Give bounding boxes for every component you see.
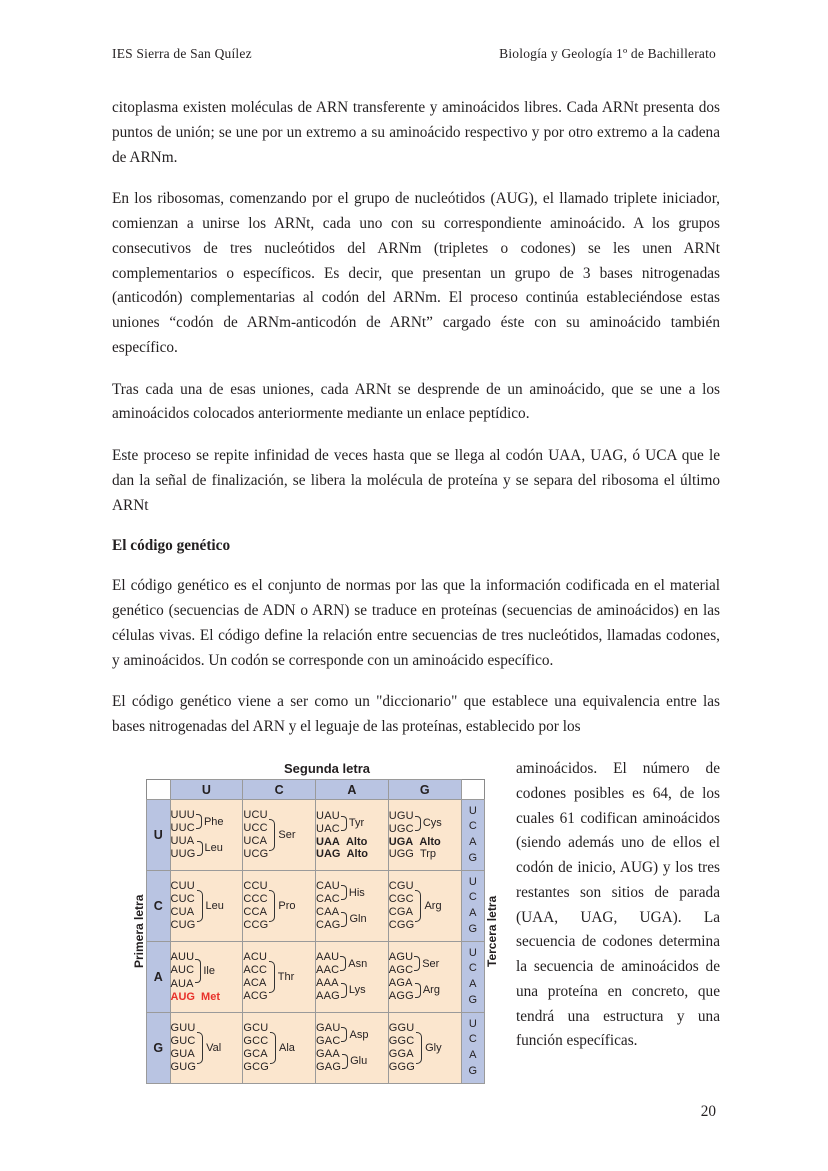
- cell-U-A: UAU UAC Tyr UAA Alto UAG Alto: [316, 800, 389, 871]
- cell-C-U: CUU CUC CUA CUG Leu: [170, 871, 243, 942]
- row-header-G: G: [147, 1013, 171, 1084]
- paragraph-1: citoplasma existen moléculas de ARN transferente y aminoácidos libres. Cada ARNt presenta dos puntos de unión; se une por un extremo a su aminoácido respectivo y por otro extremo a la cadena de ARNm.: [112, 99, 720, 166]
- col-header-C: C: [243, 780, 316, 800]
- figure-and-text-block: [112, 757, 720, 1077]
- header-school-name: IES Sierra de San Quílez: [112, 46, 252, 61]
- cell-U-C: UCU UCC UCA UCG Ser: [243, 800, 316, 871]
- cell-A-G: AGU AGC Ser AGA AGG Arg: [388, 942, 461, 1013]
- section-heading: El código genético: [112, 537, 231, 555]
- table-title-second-letter: Segunda letra: [284, 761, 370, 777]
- paragraph-4: Este proceso se repite infinidad de veces hasta que se llega al codón UAA, UAG, ó UCA que le dan la señal de finalización, se libera la molécula de proteína y se separa del ribosoma el último ARNt: [112, 447, 720, 514]
- paragraph-6: El código genético viene a ser como un "diccionario" que establece una equivalencia entre las bases nitrogenadas del ARN y el leguaje de las proteínas, establecido por los: [112, 693, 720, 736]
- cell-C-C: CCU CCC CCA CCG Pro: [243, 871, 316, 942]
- third-letter-col-3: U C A G: [461, 942, 484, 1013]
- row-header-U: U: [147, 800, 171, 871]
- third-letter-col-2: U C A G: [461, 871, 484, 942]
- table-corner-cell-right: [461, 780, 484, 800]
- row-header-A: A: [147, 942, 171, 1013]
- cell-G-U: GUU GUC GUA GUG Val: [170, 1013, 243, 1084]
- page-content: [112, 96, 720, 1090]
- cell-U-G: UGU UGC Cys UGA Alto UGG Trp: [388, 800, 461, 871]
- col-header-G: G: [388, 780, 461, 800]
- table-label-first-letter: Primera letra: [132, 894, 146, 969]
- cell-U-U: UUU UUC Phe UUA UUG Leu: [170, 800, 243, 871]
- cell-G-C: GCU GCC GCA GCG Ala: [243, 1013, 316, 1084]
- cell-C-A: CAU CAC His CAA CAG Gln: [316, 871, 389, 942]
- table-corner-cell: [147, 780, 171, 800]
- row-header-C: C: [147, 871, 171, 942]
- col-header-A: A: [316, 780, 389, 800]
- cell-A-U: AUU AUC AUA Ile AUG Met: [170, 942, 243, 1013]
- cell-G-A: GAU GAC Asp GAA GAG Glu: [316, 1013, 389, 1084]
- genetic-code-figure: [130, 761, 502, 1084]
- third-letter-col-4: U C A G: [461, 1013, 484, 1084]
- table-label-third-letter: Tercera letra: [485, 895, 499, 968]
- cell-A-A: AAU AAC Asn AAA AAG Lys: [316, 942, 389, 1013]
- cell-A-C: ACU ACC ACA ACG Thr: [243, 942, 316, 1013]
- paragraph-2: En los ribosomas, comenzando por el grupo de nucleótidos (AUG), el llamado triplete iniciador, comienzan a unirse los ARNt, cada uno con su correspondiente aminoácido. A los grupos consecutivos de tres nucleótidos del ARNm (tripletes o codones) se les unen ARNt complementarios o específicos. Es decir, que presentan un grupo de 3 bases nitrogenadas (anticodón) complementarias al codón del ARNm. El proceso continúa estableciéndose estas uniones “codón de ARNm-anticodón de ARNt” cargado éste con su aminoácido también específico.: [112, 190, 720, 356]
- table-row: [147, 1013, 485, 1084]
- paragraph-wrap: aminoácidos. El número de codones posibles es 64, de los cuales 61 codifican aminoácidos (siendo además uno de ellos el codón de inicio, AUG) y los tres restantes son sitios de parada (UAA, UAG, UGA). La secuencia de codones determina la secuencia de aminoácidos de una proteína en concreto, que tendrá una estructura y una función específicas.: [516, 760, 720, 1050]
- paragraph-3: Tras cada una de esas uniones, cada ARNt se desprende de un aminoácido, que se une a los aminoácidos colocados anteriormente mediante un enlace peptídico.: [112, 380, 720, 423]
- paragraph-5: El código genético es el conjunto de normas por las que la información codificada en el material genético (secuencias de ADN o ARN) se traduce en proteínas (secuencias de aminoácidos) en las células vivas. El código define la relación entre secuencias de tres nucleótidos, llamadas codones, y aminoácidos. Un codón se corresponde con un aminoácido específico.: [112, 577, 720, 669]
- col-header-U: U: [170, 780, 243, 800]
- page-header: [112, 46, 716, 62]
- table-row: [147, 800, 485, 871]
- table-row: [147, 871, 485, 942]
- header-subject: Biología y Geología 1º de Bachillerato: [499, 46, 716, 61]
- cell-C-G: CGU CGC CGA CGG Arg: [388, 871, 461, 942]
- table-row: [147, 942, 485, 1013]
- table-header-row: [147, 780, 485, 800]
- genetic-code-table: [146, 779, 485, 1084]
- page-number: 20: [700, 1103, 716, 1120]
- third-letter-col-1: U C A G: [461, 800, 484, 871]
- cell-G-G: GGU GGC GGA GGG Gly: [388, 1013, 461, 1084]
